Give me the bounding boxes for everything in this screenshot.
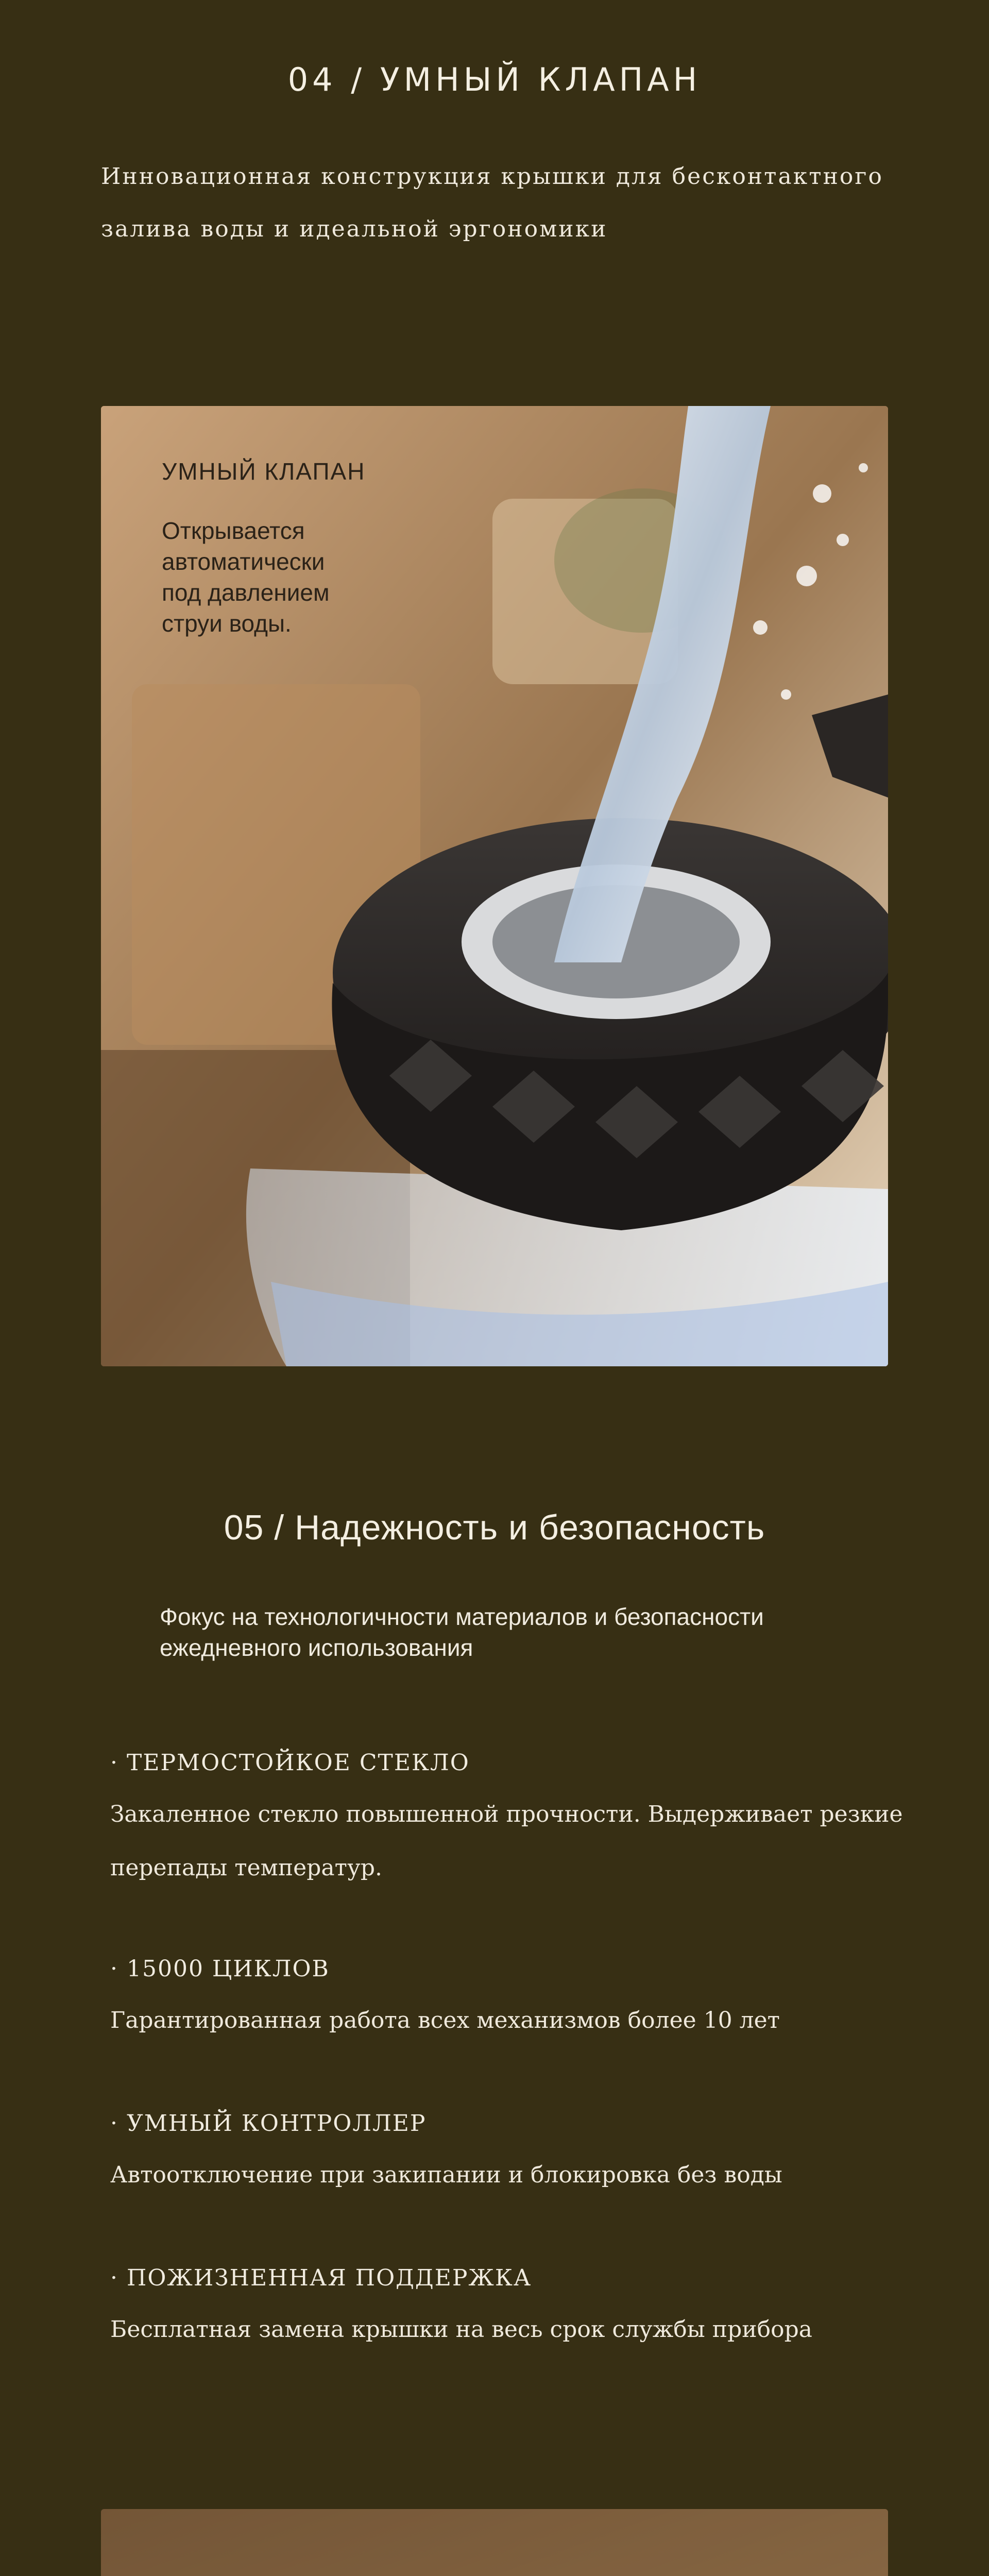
section-04-description: Инновационная конструкция крышки для бесконтактного залива воды и идеальной эргономики [101, 163, 883, 242]
feature-text-glass: Закаленное стекло повышенной прочности. Выдерживает резкие перепады температур. [110, 1801, 903, 1881]
section-05-description: Фокус на технологичности материалов и безопасности ежедневного использования [160, 1603, 764, 1661]
image-caption-text: Открывается автоматически под давлением струи воды. [162, 517, 330, 637]
section-04-title: 04 / УМНЫЙ КЛАПАН [287, 61, 702, 98]
feature-heading-controller: · УМНЫЙ КОНТРОЛЛЕР [110, 2110, 427, 2137]
feature-text-controller: Автоотключение при закипании и блокировка без воды [110, 2162, 782, 2188]
feature-heading-glass: · ТЕРМОСТОЙКОЕ СТЕКЛО [110, 1750, 470, 1776]
image-caption-title: УМНЫЙ КЛАПАН [162, 458, 366, 485]
smart-valve-image [101, 406, 888, 1366]
section-05-title: 05 / Надежность и безопасность [224, 1508, 765, 1547]
feature-text-cycles: Гарантированная работа всех механизмов более 10 лет [110, 2007, 780, 2033]
feature-heading-cycles: · 15000 ЦИКЛОВ [110, 1956, 330, 1982]
feature-text-support: Бесплатная замена крышки на весь срок службы прибора [110, 2316, 812, 2343]
feature-heading-support: · ПОЖИЗНЕННАЯ ПОДДЕРЖКА [110, 2265, 532, 2291]
kettle-product-image [101, 2509, 888, 2576]
kettle-illustration [101, 2509, 888, 2576]
